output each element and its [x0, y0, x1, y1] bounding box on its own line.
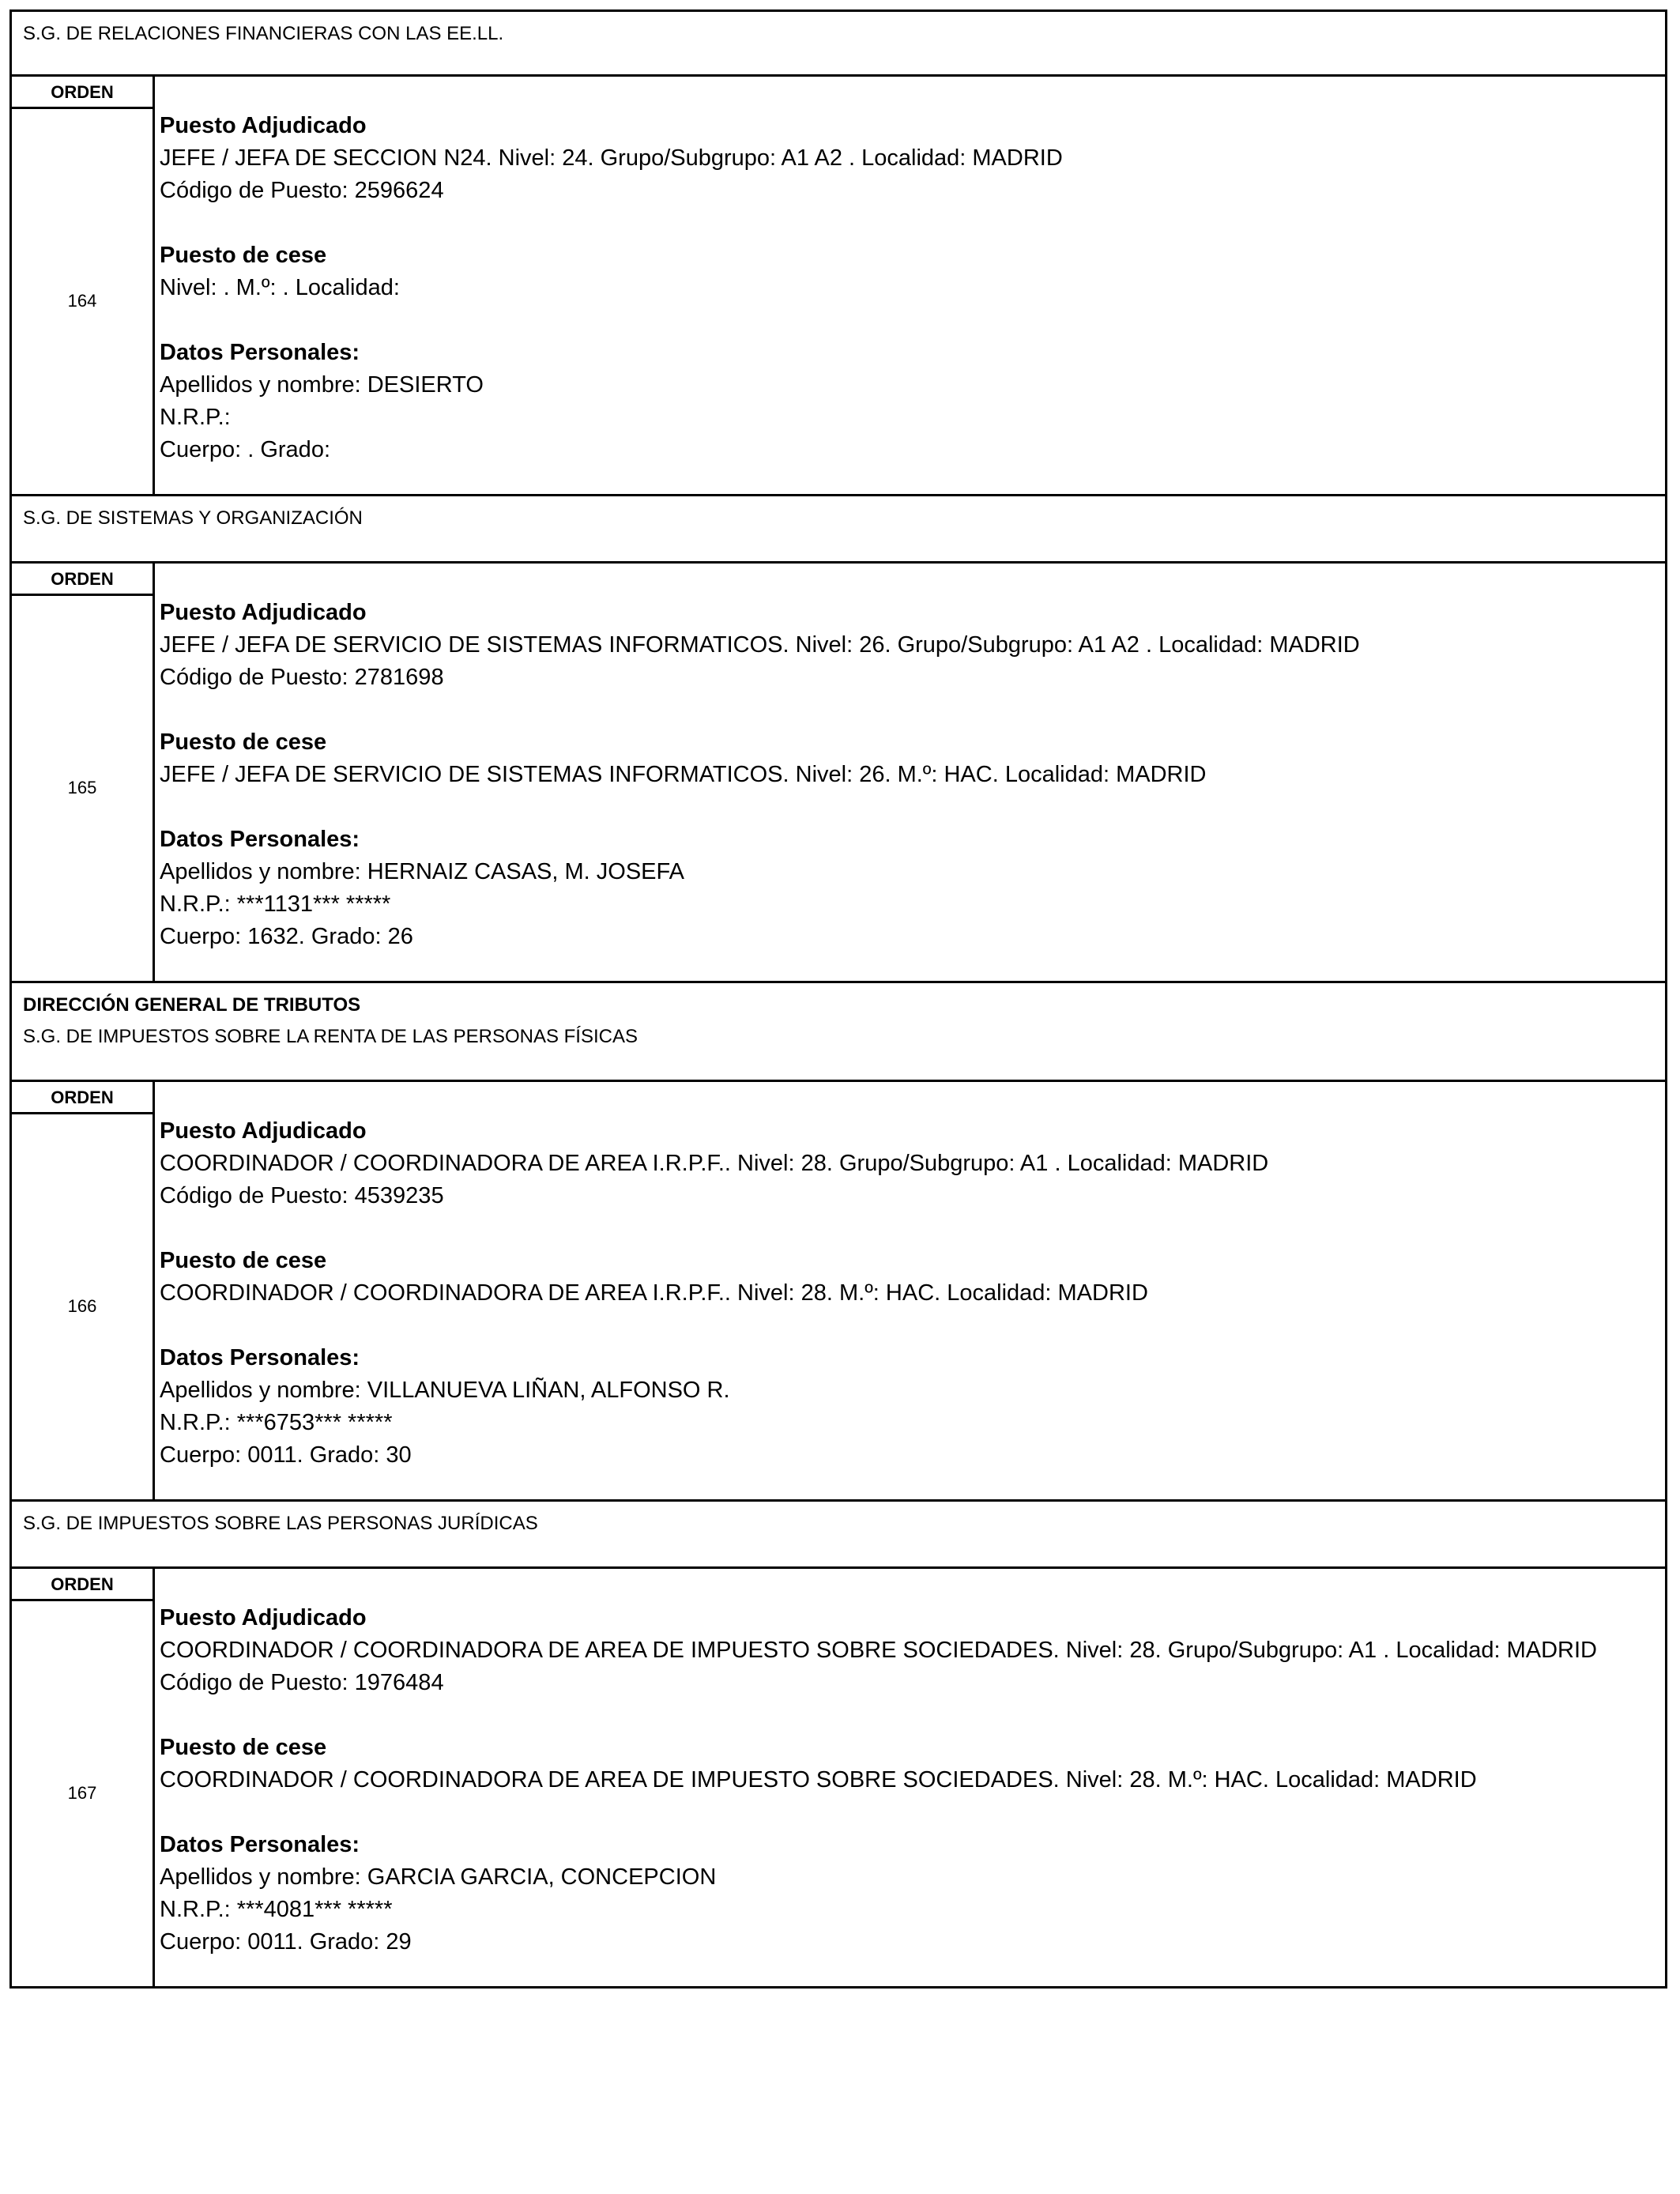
adjudicado-title: Puesto Adjudicado: [160, 1605, 367, 1630]
cuerpo-grado: Cuerpo: 1632. Grado: 26: [160, 924, 413, 949]
entry-row: [9, 74, 1667, 496]
orden-column: [12, 1569, 155, 1986]
codigo-puesto: Código de Puesto: 1976484: [160, 1670, 444, 1695]
apellidos-nombre: Apellidos y nombre: DESIERTO: [160, 372, 484, 398]
orden-number: 165: [67, 778, 97, 797]
apellidos-nombre: Apellidos y nombre: GARCIA GARCIA, CONCEPCION: [160, 1864, 717, 1890]
orden-column: [12, 1082, 155, 1499]
section-header: [9, 496, 1667, 561]
codigo-puesto: Código de Puesto: 2781698: [160, 665, 444, 690]
cese-line: JEFE / JEFA DE SERVICIO DE SISTEMAS INFORMATICOS. Nivel: 26. M.º: HAC. Localidad: MADRID: [160, 762, 1207, 787]
orden-number: 164: [67, 291, 97, 311]
orden-column: [12, 564, 155, 981]
codigo-puesto: Código de Puesto: 2596624: [160, 178, 444, 203]
orden-number: 166: [67, 1296, 97, 1316]
adjudicado-line: COORDINADOR / COORDINADORA DE AREA DE IMPUESTO SOBRE SOCIEDADES. Nivel: 28. Grupo/Subgrupo: A1 . Localidad: MADRID: [160, 1638, 1597, 1663]
codigo-puesto: Código de Puesto: 4539235: [160, 1183, 444, 1208]
orden-label: ORDEN: [12, 1569, 153, 1601]
subdirectorate-name: S.G. DE IMPUESTOS SOBRE LA RENTA DE LAS PERSONAS FÍSICAS: [23, 1026, 638, 1047]
section-header: [9, 1502, 1667, 1566]
cese-title: Puesto de cese: [160, 1248, 327, 1273]
cese-title: Puesto de cese: [160, 243, 327, 268]
orden-label: ORDEN: [12, 564, 153, 596]
entry-row: [9, 561, 1667, 983]
entry-detail: [155, 1082, 1268, 1499]
nrp: N.R.P.: ***1131*** *****: [160, 892, 391, 917]
adjudicado-title: Puesto Adjudicado: [160, 1118, 367, 1144]
entry-detail: [155, 564, 1360, 981]
datos-title: Datos Personales:: [160, 827, 360, 852]
orden-label: ORDEN: [12, 1082, 153, 1114]
adjudicado-line: JEFE / JEFA DE SECCION N24. Nivel: 24. Grupo/Subgrupo: A1 A2 . Localidad: MADRID: [160, 145, 1063, 171]
subdirectorate-name: S.G. DE SISTEMAS Y ORGANIZACIÓN: [23, 507, 363, 529]
cese-title: Puesto de cese: [160, 729, 327, 755]
adjudicado-line: JEFE / JEFA DE SERVICIO DE SISTEMAS INFORMATICOS. Nivel: 26. Grupo/Subgrupo: A1 A2 . Localidad: MADRID: [160, 632, 1360, 658]
document-table: [9, 9, 1667, 1989]
section-header: [9, 9, 1667, 74]
subdirectorate-name: S.G. DE RELACIONES FINANCIERAS CON LAS EE.LL.: [23, 23, 504, 44]
orden-number: 167: [67, 1783, 97, 1803]
entry-detail: [155, 1569, 1597, 1986]
datos-title: Datos Personales:: [160, 1345, 360, 1370]
adjudicado-line: COORDINADOR / COORDINADORA DE AREA I.R.P.F.. Nivel: 28. Grupo/Subgrupo: A1 . Localidad: MADRID: [160, 1151, 1269, 1176]
cuerpo-grado: Cuerpo: . Grado:: [160, 437, 330, 462]
orden-label: ORDEN: [12, 77, 153, 109]
cuerpo-grado: Cuerpo: 0011. Grado: 30: [160, 1442, 412, 1468]
section-header: [9, 983, 1667, 1080]
cese-title: Puesto de cese: [160, 1735, 327, 1760]
nrp: N.R.P.:: [160, 405, 231, 430]
nrp: N.R.P.: ***6753*** *****: [160, 1410, 393, 1435]
datos-title: Datos Personales:: [160, 1832, 360, 1857]
cese-line: Nivel: . M.º: . Localidad:: [160, 275, 400, 300]
adjudicado-title: Puesto Adjudicado: [160, 600, 367, 625]
entry-row: [9, 1566, 1667, 1989]
datos-title: Datos Personales:: [160, 340, 360, 365]
entry-detail: [155, 77, 1063, 494]
nrp: N.R.P.: ***4081*** *****: [160, 1897, 393, 1922]
orden-column: [12, 77, 155, 494]
adjudicado-title: Puesto Adjudicado: [160, 113, 367, 138]
subdirectorate-name: S.G. DE IMPUESTOS SOBRE LAS PERSONAS JURÍDICAS: [23, 1513, 538, 1534]
cese-line: COORDINADOR / COORDINADORA DE AREA DE IMPUESTO SOBRE SOCIEDADES. Nivel: 28. M.º: HAC. Localidad: MADRID: [160, 1767, 1477, 1793]
apellidos-nombre: Apellidos y nombre: HERNAIZ CASAS, M. JOSEFA: [160, 859, 684, 884]
cuerpo-grado: Cuerpo: 0011. Grado: 29: [160, 1929, 412, 1955]
cese-line: COORDINADOR / COORDINADORA DE AREA I.R.P.F.. Nivel: 28. M.º: HAC. Localidad: MADRID: [160, 1280, 1148, 1306]
entry-row: [9, 1080, 1667, 1502]
directorate-name: DIRECCIÓN GENERAL DE TRIBUTOS: [23, 994, 361, 1016]
apellidos-nombre: Apellidos y nombre: VILLANUEVA LIÑAN, ALFONSO R.: [160, 1378, 730, 1403]
